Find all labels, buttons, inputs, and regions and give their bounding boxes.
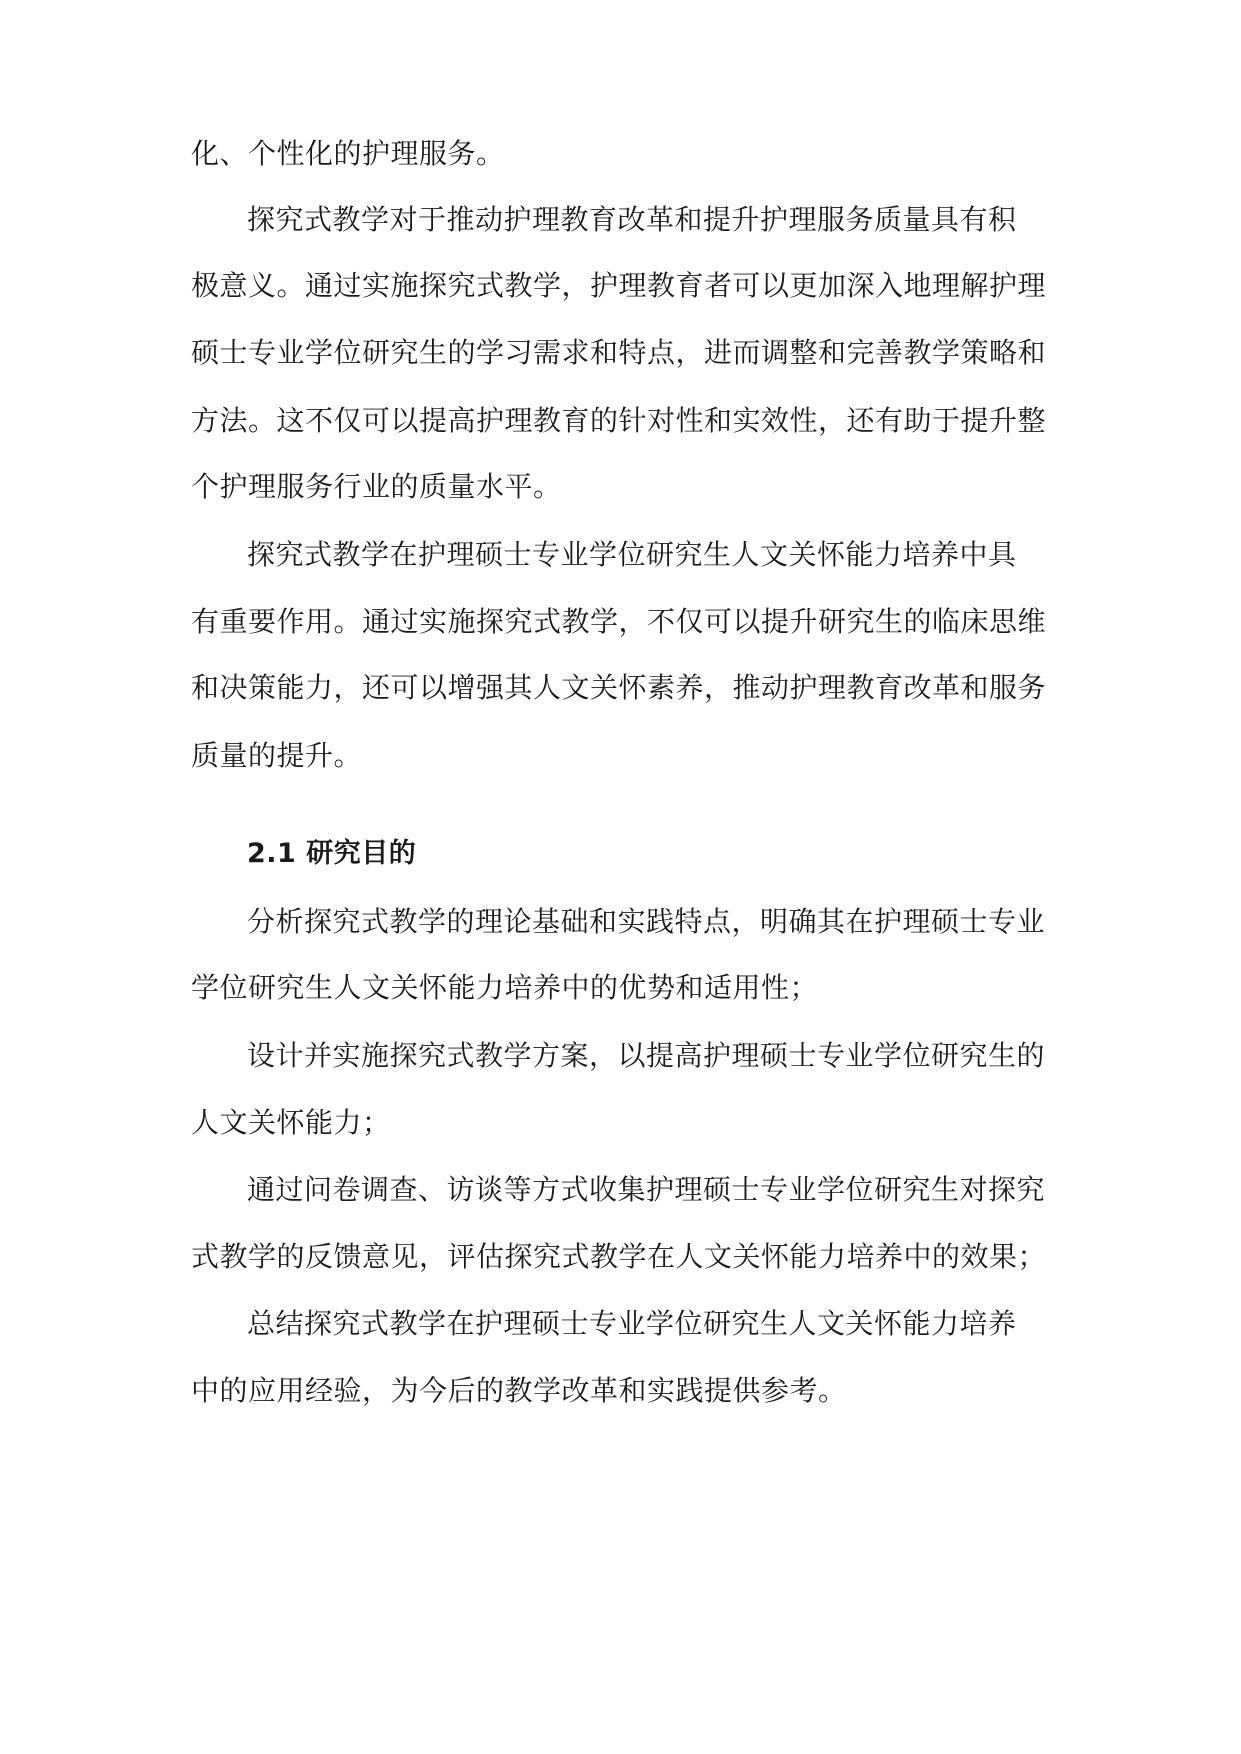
- paragraph-line: 通过问卷调查、访谈等方式收集护理硕士专业学位研究生对探究: [247, 1173, 1046, 1206]
- paragraph-line: 有重要作用。通过实施探究式教学，不仅可以提升研究生的临床思维: [191, 605, 1047, 638]
- paragraph-line: 中的应用经验，为今后的教学改革和实践提供参考。: [191, 1374, 847, 1407]
- paragraph-line: 式教学的反馈意见，评估探究式教学在人文关怀能力培养中的效果；: [191, 1240, 1047, 1273]
- paragraph-line: 设计并实施探究式教学方案，以提高护理硕士专业学位研究生的: [247, 1039, 1046, 1072]
- paragraph-line: 极意义。通过实施探究式教学，护理教育者可以更加深入地理解护理: [191, 269, 1047, 302]
- paragraph-line: 个护理服务行业的质量水平。: [191, 470, 562, 503]
- paragraph-line: 化、个性化的护理服务。: [191, 137, 505, 170]
- paragraph-line: 硕士专业学位研究生的学习需求和特点，进而调整和完善教学策略和: [191, 336, 1047, 369]
- paragraph-line: 质量的提升。: [191, 739, 363, 772]
- paragraph-line: 学位研究生人文关怀能力培养中的优势和适用性；: [191, 971, 819, 1004]
- paragraph-line: 探究式教学在护理硕士专业学位研究生人文关怀能力培养中具: [247, 538, 1017, 571]
- paragraph-line: 人文关怀能力；: [191, 1106, 391, 1139]
- paragraph-line: 方法。这不仅可以提高护理教育的针对性和实效性，还有助于提升整: [191, 404, 1047, 437]
- paragraph-line: 和决策能力，还可以增强其人文关怀素养，推动护理教育改革和服务: [191, 671, 1047, 704]
- section-heading: 2.1 研究目的: [247, 838, 417, 869]
- paragraph-line: 探究式教学对于推动护理教育改革和提升护理服务质量具有积: [247, 203, 1017, 236]
- paragraph-line: 总结探究式教学在护理硕士专业学位研究生人文关怀能力培养: [247, 1307, 1017, 1340]
- paragraph-line: 分析探究式教学的理论基础和实践特点，明确其在护理硕士专业: [247, 905, 1046, 938]
